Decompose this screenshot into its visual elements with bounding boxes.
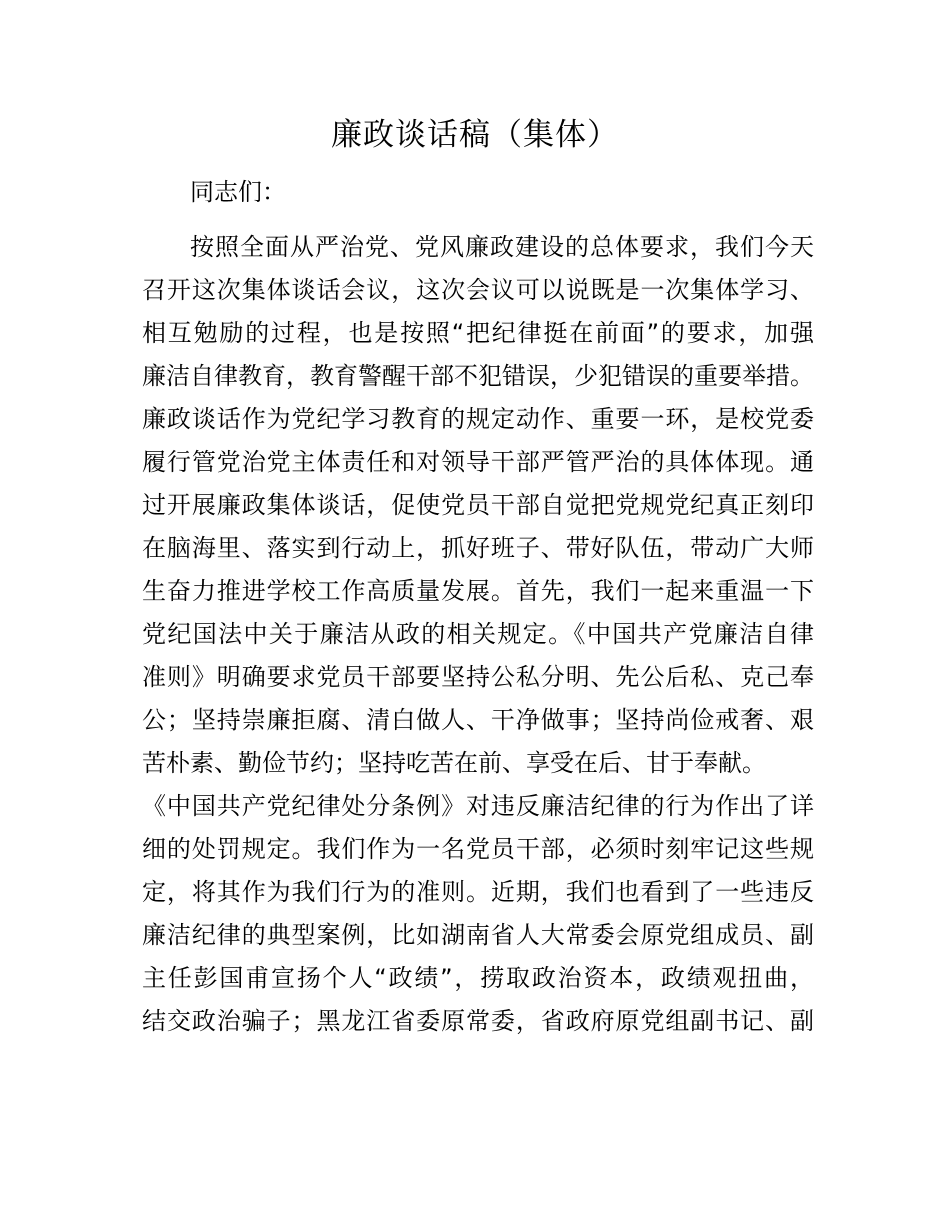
paragraph-line: 廉洁纪律的典型案例，比如湖南省人大常委会原党组成员、副 [142,921,814,949]
paragraph-line: 按照全面从严治党、党风廉政建设的总体要求，我们今天 [190,233,814,261]
paragraph-line: 主任彭国甫宣扬个人“政绩”，捞取政治资本，政绩观扭曲， [142,964,814,992]
paragraph-line: 廉政谈话作为党纪学习教育的规定动作、重要一环，是校党委 [142,405,814,433]
salutation: 同志们： [190,178,286,206]
paragraph-line: 公；坚持崇廉拒腐、清白做人、干净做事；坚持尚俭戒奢、艰 [142,706,814,734]
paragraph-line: 在脑海里、落实到行动上，抓好班子、带好队伍，带动广大师 [142,534,814,562]
paragraph-line: 定，将其作为我们行为的准则。近期，我们也看到了一些违反 [142,878,814,906]
paragraph-line: 履行管党治党主体责任和对领导干部严管严治的具体体现。通 [142,448,814,476]
document-title: 廉政谈话稿（集体） [331,117,619,153]
paragraph-line: 《中国共产党纪律处分条例》对违反廉洁纪律的行为作出了详 [142,792,814,820]
paragraph-line: 结交政治骗子；黑龙江省委原常委，省政府原党组副书记、副 [142,1007,814,1035]
document-body [142,226,814,1043]
paragraph-line: 相互勉励的过程，也是按照“把纪律挺在前面”的要求，加强 [142,319,814,347]
paragraph-line: 准则》明确要求党员干部要坚持公私分明、先公后私、克己奉 [142,663,814,691]
paragraph-line: 廉洁自律教育，教育警醒干部不犯错误，少犯错误的重要举措。 [142,362,814,390]
paragraph-line: 党纪国法中关于廉洁从政的相关规定。《中国共产党廉洁自律 [142,620,814,648]
paragraph-line: 生奋力推进学校工作高质量发展。首先，我们一起来重温一下 [142,577,814,605]
paragraph-line: 苦朴素、勤俭节约；坚持吃苦在前、享受在后、甘于奉献。 [142,749,766,777]
paragraph-line: 细的处罚规定。我们作为一名党员干部，必须时刻牢记这些规 [142,835,814,863]
paragraph-line: 过开展廉政集体谈话，促使党员干部自觉把党规党纪真正刻印 [142,491,814,519]
paragraph-line: 召开这次集体谈话会议，这次会议可以说既是一次集体学习、 [142,276,814,304]
